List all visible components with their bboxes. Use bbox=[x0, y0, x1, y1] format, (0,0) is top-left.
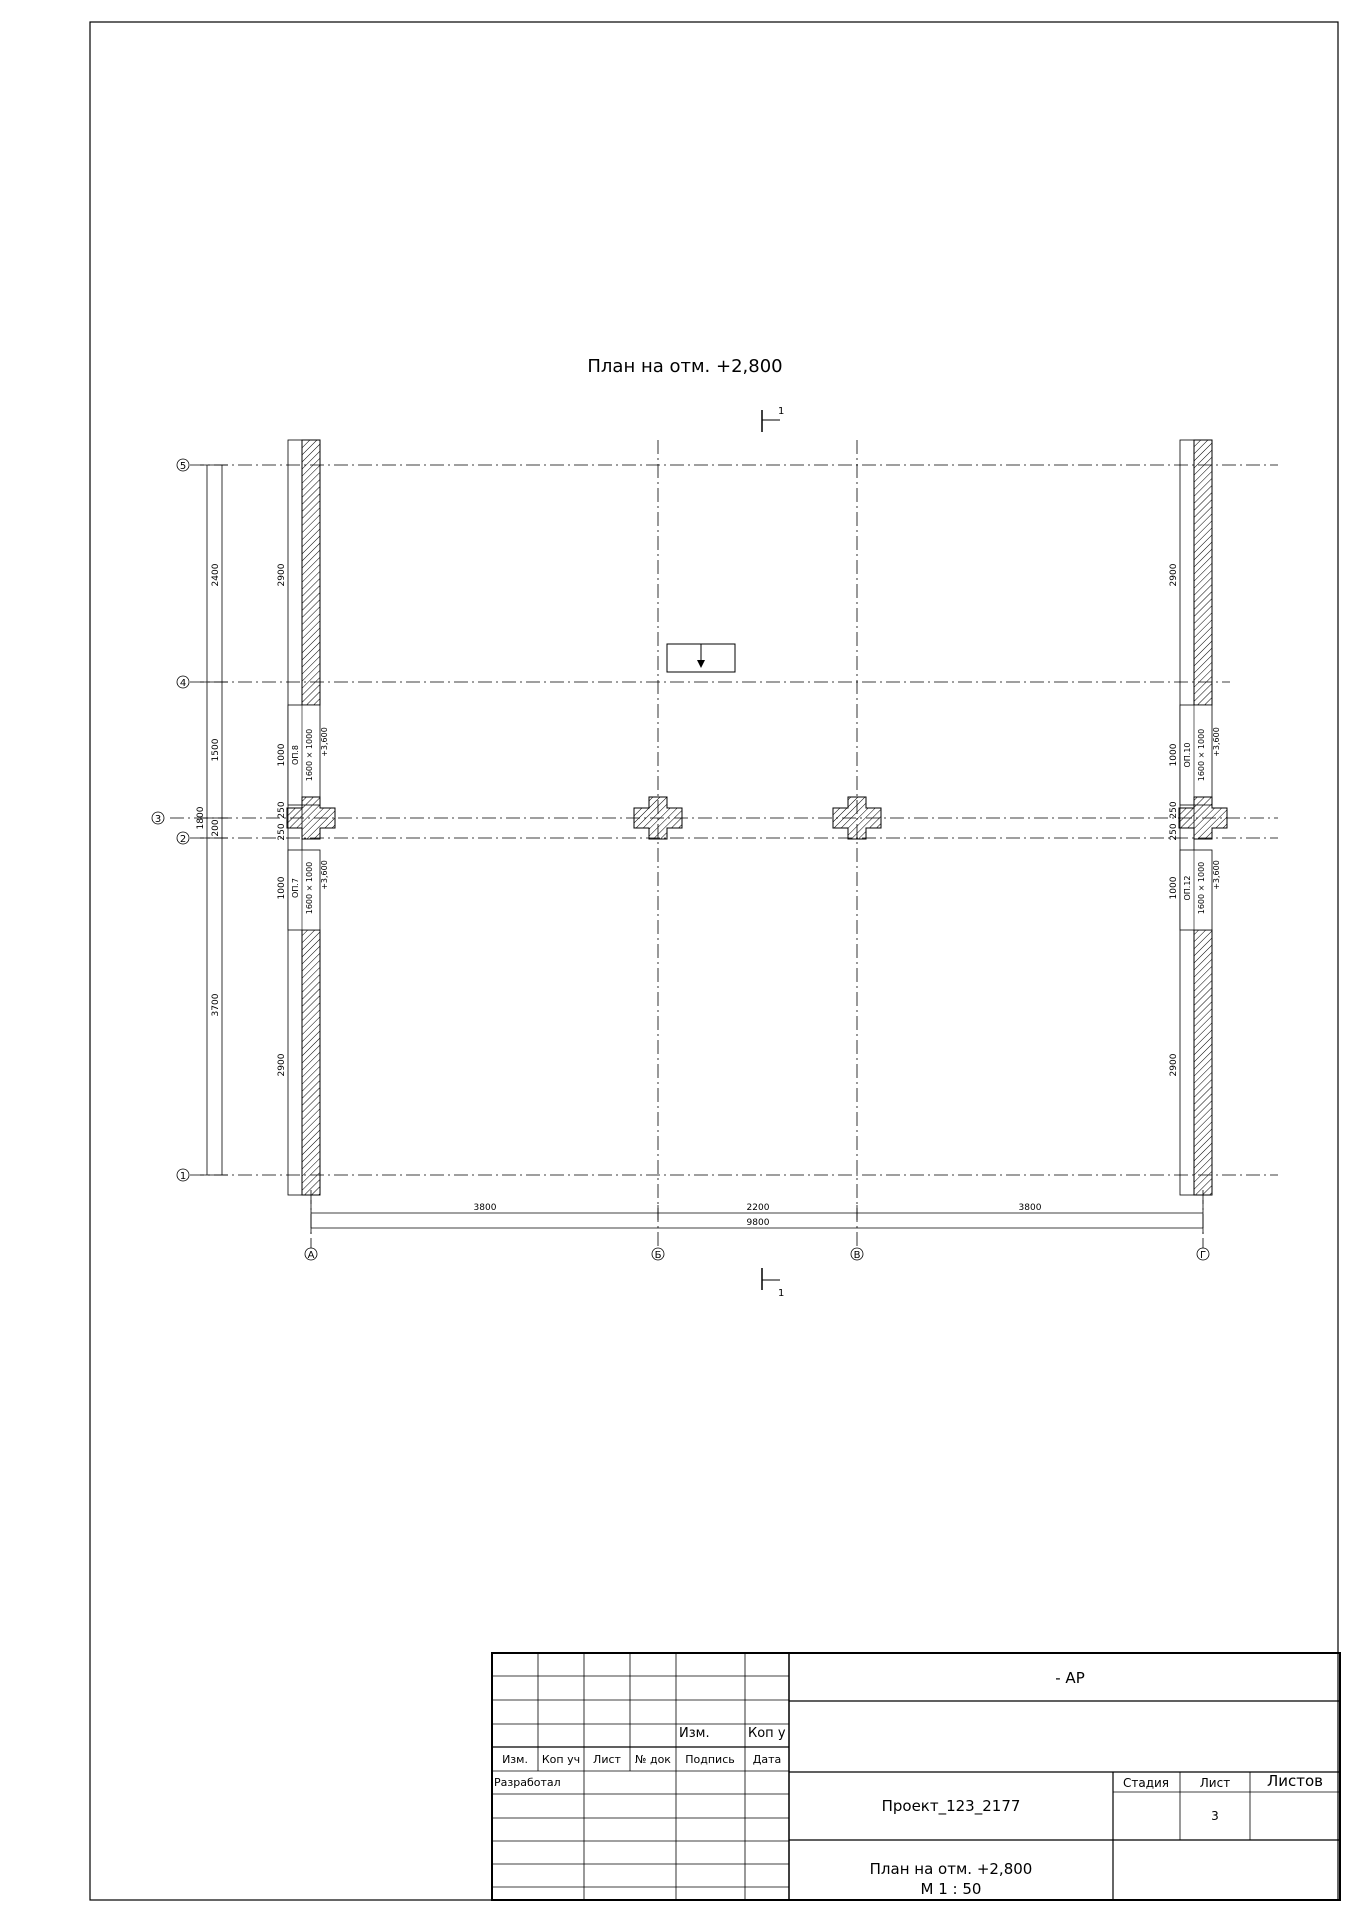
svg-text:ОП.10: ОП.10 bbox=[1183, 742, 1192, 768]
svg-text:Подпись: Подпись bbox=[685, 1753, 735, 1766]
svg-text:1600 × 1000: 1600 × 1000 bbox=[305, 728, 314, 782]
svg-text:1000: 1000 bbox=[277, 743, 287, 767]
svg-text:2900: 2900 bbox=[277, 1053, 287, 1077]
svg-text:5: 5 bbox=[179, 461, 187, 472]
svg-text:Дата: Дата bbox=[752, 1753, 782, 1766]
row-axis-markers bbox=[152, 459, 189, 1182]
column-axis-lines bbox=[311, 440, 1203, 1248]
document-code: - АР bbox=[1055, 1669, 1085, 1687]
sheet-frame bbox=[90, 22, 1338, 1900]
sheet-label: Лист bbox=[1199, 1776, 1231, 1790]
sheets-label: Листов bbox=[1266, 1772, 1324, 1790]
svg-text:1000: 1000 bbox=[1169, 876, 1179, 900]
svg-text:+3,600: +3,600 bbox=[1212, 727, 1221, 757]
svg-text:9800: 9800 bbox=[746, 1218, 770, 1228]
svg-text:3700: 3700 bbox=[211, 993, 221, 1017]
sheet-title: План на отм. +2,800 bbox=[869, 1860, 1033, 1878]
svg-text:1: 1 bbox=[778, 406, 785, 417]
svg-text:1600 × 1000: 1600 × 1000 bbox=[305, 861, 314, 915]
svg-text:250: 250 bbox=[277, 823, 287, 841]
stage-label: Стадия bbox=[1122, 1776, 1170, 1790]
svg-text:Изм.: Изм. bbox=[502, 1753, 528, 1766]
rev-kol-label: Коп у bbox=[748, 1726, 786, 1741]
svg-text:Коп уч: Коп уч bbox=[541, 1753, 581, 1766]
svg-text:3800: 3800 bbox=[473, 1203, 497, 1213]
scale: М 1 : 50 bbox=[920, 1880, 982, 1898]
svg-text:1500: 1500 bbox=[211, 738, 221, 762]
svg-text:1600 × 1000: 1600 × 1000 bbox=[1197, 728, 1206, 782]
svg-text:3800: 3800 bbox=[1018, 1203, 1042, 1213]
svg-text:250: 250 bbox=[277, 801, 287, 819]
section-mark-bottom bbox=[762, 1268, 784, 1299]
svg-text:3: 3 bbox=[154, 814, 162, 825]
svg-text:ОП.12: ОП.12 bbox=[1183, 875, 1192, 901]
svg-text:А: А bbox=[307, 1250, 315, 1261]
svg-text:2200: 2200 bbox=[746, 1203, 770, 1213]
svg-text:Б: Б bbox=[654, 1250, 662, 1261]
left-wall-dims bbox=[277, 563, 287, 1076]
svg-text:№ док: № док bbox=[635, 1753, 671, 1766]
section-mark-top bbox=[762, 406, 784, 432]
svg-text:+3,600: +3,600 bbox=[320, 727, 329, 757]
column-axis-markers bbox=[305, 1248, 1209, 1261]
svg-text:+3,600: +3,600 bbox=[1212, 860, 1221, 890]
sheet-number: 3 bbox=[1211, 1809, 1219, 1823]
svg-text:250: 250 bbox=[1169, 801, 1179, 819]
rev-izm-label: Изм. bbox=[679, 1726, 710, 1741]
svg-text:В: В bbox=[853, 1250, 861, 1261]
svg-text:1000: 1000 bbox=[277, 876, 287, 900]
bottom-dimension-labels bbox=[474, 1203, 1042, 1228]
svg-text:Лист: Лист bbox=[593, 1753, 621, 1766]
opening-mark bbox=[667, 644, 735, 672]
row-axis-lines bbox=[170, 465, 1278, 1175]
svg-text:1600 × 1000: 1600 × 1000 bbox=[1197, 861, 1206, 915]
svg-text:4: 4 bbox=[179, 678, 187, 689]
svg-text:2900: 2900 bbox=[1169, 563, 1179, 587]
developed-label: Разработал bbox=[494, 1776, 561, 1789]
plan-title: План на отм. +2,800 bbox=[587, 356, 783, 377]
svg-text:1000: 1000 bbox=[1169, 743, 1179, 767]
right-wall-dims bbox=[1169, 563, 1179, 1076]
svg-text:250: 250 bbox=[1169, 823, 1179, 841]
svg-text:200: 200 bbox=[211, 819, 221, 837]
svg-text:2900: 2900 bbox=[1169, 1053, 1179, 1077]
left-dimension-labels bbox=[196, 563, 221, 1016]
svg-text:+3,600: +3,600 bbox=[320, 860, 329, 890]
svg-text:2900: 2900 bbox=[277, 563, 287, 587]
svg-text:ОП.7: ОП.7 bbox=[291, 878, 300, 898]
svg-text:1800: 1800 bbox=[196, 806, 206, 830]
svg-text:2: 2 bbox=[179, 834, 187, 845]
project-name: Проект_123_2177 bbox=[881, 1797, 1021, 1815]
svg-text:1: 1 bbox=[179, 1171, 187, 1182]
svg-text:ОП.8: ОП.8 bbox=[291, 745, 300, 765]
svg-text:Г: Г bbox=[1199, 1250, 1207, 1261]
svg-text:1: 1 bbox=[778, 1288, 785, 1299]
svg-text:2400: 2400 bbox=[211, 563, 221, 587]
